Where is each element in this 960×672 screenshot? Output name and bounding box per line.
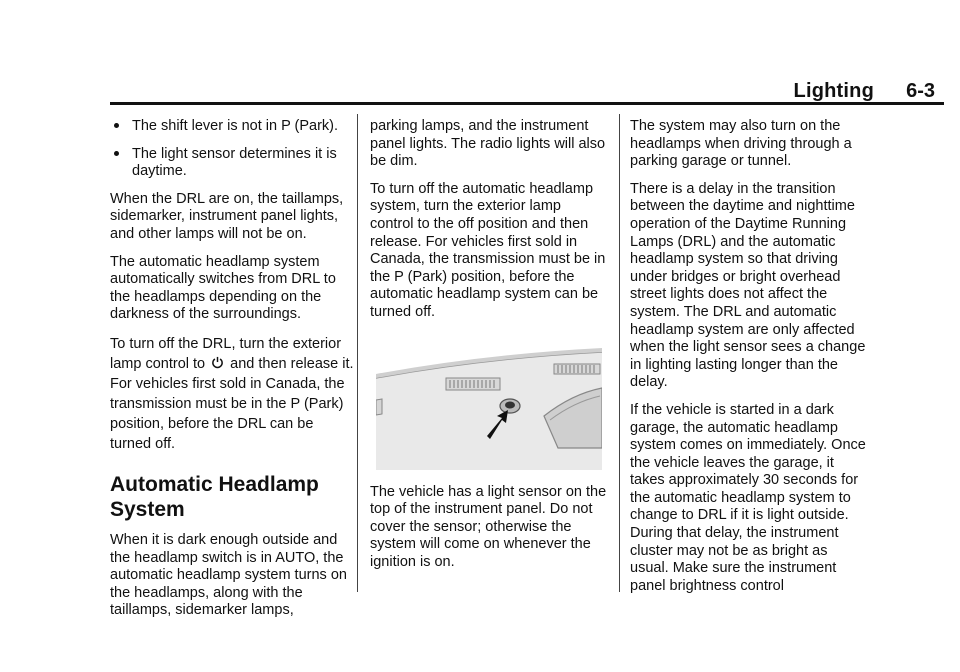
bullet-text: The shift lever is not in P (Park). <box>132 118 339 134</box>
paragraph-text: and then release it. For vehicles first sold in Canada, the transmission must be in the P (Park) position, before the DRL can be turned off. <box>110 355 354 452</box>
paragraph: When the DRL are on, the taillamps, sidemarker, instrument panel lights, and other lamps will not be on. <box>110 190 344 242</box>
column-2 <box>370 118 608 582</box>
paragraph: The system may also turn on the headlamps when driving through a parking garage or tunnel. <box>630 118 852 170</box>
dashboard-illustration <box>376 344 602 470</box>
paragraph: The vehicle has a light sensor on the top of the instrument panel. Do not cover the sensor; otherwise the system will come on whenever the ignition is on. <box>370 483 607 570</box>
paragraph: The automatic headlamp system automatically switches from DRL to the headlamps depending on the darkness of the surroundings. <box>110 253 336 323</box>
light-sensor-illustration <box>376 344 602 470</box>
bullet-item <box>110 118 355 136</box>
column-divider-right <box>619 114 620 592</box>
section-title: Lighting <box>793 80 874 102</box>
section-heading: Automatic Headlamp System <box>110 472 319 521</box>
column-divider-left <box>357 114 358 592</box>
paragraph: To turn off the automatic headlamp system, turn the exterior lamp control to the off position and then release. For vehicles first sold in Canada, the transmission must be in the P (Park) position, before the automatic headlamp system can be turned off. <box>370 180 606 320</box>
power-off-icon <box>211 356 224 369</box>
page-number: 6-3 <box>906 80 935 102</box>
bullet-icon <box>114 123 119 128</box>
column-3 <box>630 118 868 605</box>
paragraph: If the vehicle is started in a dark garage, the automatic headlamp system comes on immediately. Once the vehicle leaves the garage, it takes approximately 30 seconds for the automatic headlamp system to change to DRL if it is light outside. During that delay, the instrument cluster may not be as bright as usual. Make sure the instrument panel brightness control <box>630 401 866 594</box>
bullet-text: The light sensor determines it is daytime. <box>132 145 337 180</box>
paragraph: parking lamps, and the instrument panel lights. The radio lights will also be dim. <box>370 118 606 170</box>
bullet-icon <box>114 151 119 156</box>
paragraph: There is a delay in the transition between the daytime and nighttime operation of the Daytime Running Lamps (DRL) and the automatic headlamp system so that driving under bridges or bright overhead street lights does not affect the system. The DRL and automatic headlamp system are only affected when the light sensor sees a change in lighting lasting longer than the delay. <box>630 180 866 391</box>
bullet-item <box>110 146 355 181</box>
light-sensor-icon <box>500 399 520 413</box>
column-1 <box>110 118 355 630</box>
paragraph: When it is dark enough outside and the headlamp switch is in AUTO, the automatic headlamp system turns on the headlamps, along with the taillamps, sidemarker lamps, <box>110 531 347 619</box>
header-rule <box>110 102 944 105</box>
page-header <box>0 0 960 110</box>
paragraph-text: To turn off the DRL, turn the exterior lamp control to <box>110 335 342 372</box>
paragraph-with-icon <box>110 334 355 454</box>
